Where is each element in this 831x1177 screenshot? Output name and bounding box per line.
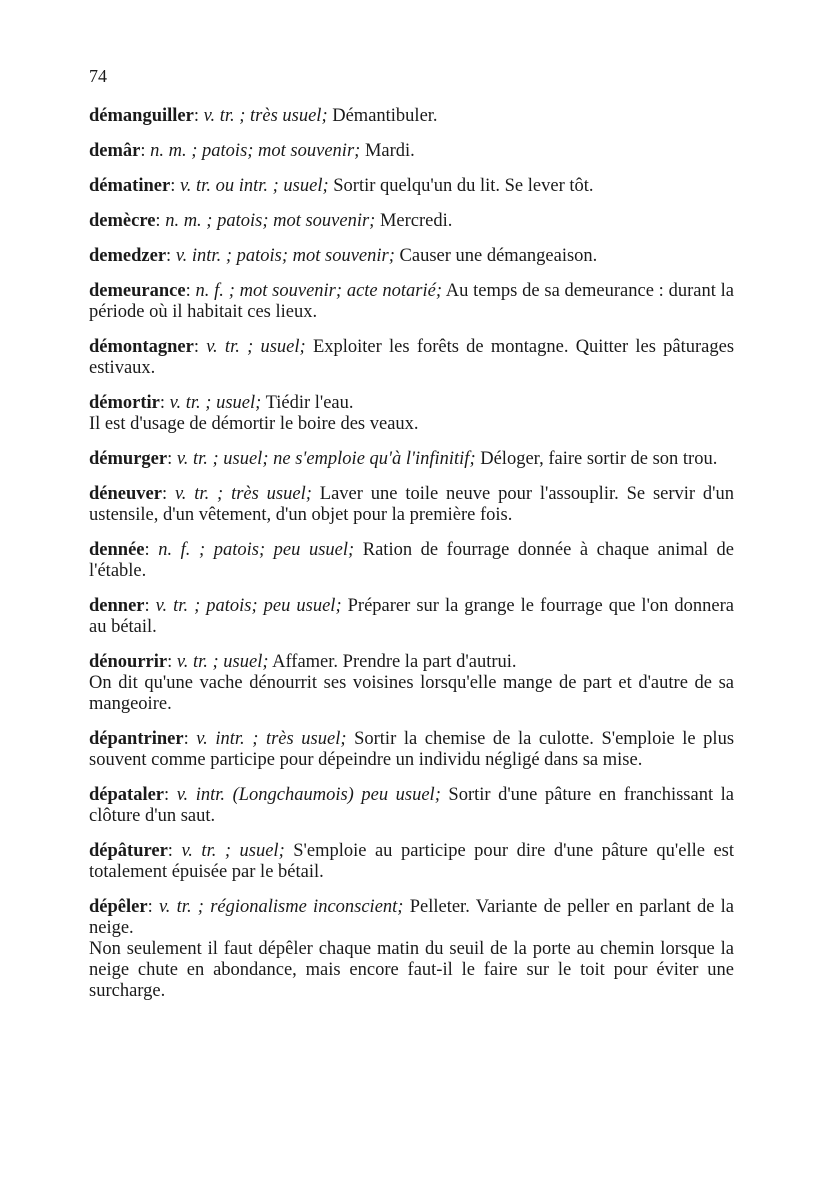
entry-separator: : [159,393,170,413]
entry-separator: : [193,106,204,126]
entry-definition-line [89,281,734,323]
entry-grammar-label: v. tr. ; usuel; ne s'emploie qu'à l'infinitif; [176,449,476,469]
entry-separator: : [193,337,207,357]
entry-headword: dématiner [89,176,171,196]
entry-separator: : [140,141,151,161]
entry-headword: démortir [89,393,160,413]
entry-definition: Causer une démangeaison. [394,246,598,266]
dictionary-entry [89,841,734,883]
entry-separator: : [183,729,197,749]
dictionary-entry [89,106,734,127]
entry-separator: : [164,785,177,805]
entry-headword: demedzer [89,246,167,266]
entry-definition-line [89,540,734,582]
entry-headword: dénourrir [89,652,168,672]
dictionary-entry [89,246,734,267]
entry-grammar-label: n. f. ; patois; peu usuel; [158,540,355,560]
entry-headword: démurger [89,449,168,469]
dictionary-entry [89,176,734,197]
entry-headword: démontagner [89,337,194,357]
entry-definition: Sortir quelqu'un du lit. Se lever tôt. [328,176,594,196]
entry-definition-line [89,785,734,827]
entry-example: On dit qu'une vache dénourrit ses voisines lorsqu'elle mange de part et d'autre de sa mangeoire. [89,673,734,714]
entry-definition: Affamer. Prendre la part d'autrui. [268,652,517,672]
entry-separator: : [167,652,177,672]
entry-definition-line [89,176,734,197]
entry-definition-line [89,246,734,267]
entry-headword: dépêler [89,897,148,917]
dictionary-entry [89,652,734,715]
entry-headword: demècre [89,211,156,231]
dictionary-entry [89,785,734,827]
dictionary-entry [89,337,734,379]
dictionary-entry [89,897,734,1002]
entry-grammar-label: v. tr. ; régionalisme inconscient; [158,897,404,917]
entry-definition: Sortir d'une pâture en franchissant la clôture d'un saut. [89,785,734,826]
entry-headword: dennée [89,540,145,560]
entry-grammar-label: v. tr. ou intr. ; usuel; [179,176,329,196]
entry-definition: Pelleter. Variante de peller en parlant de la neige. [89,897,734,938]
entry-grammar-label: v. tr. ; patois; peu usuel; [155,596,342,616]
dictionary-entry [89,393,734,435]
entry-separator: : [166,246,176,266]
entry-definition-line [89,841,734,883]
page-number: 74 [89,66,107,86]
entry-definition: Mardi. [360,141,415,161]
dictionary-entry [89,141,734,162]
dictionary-entry [89,449,734,470]
entry-separator: : [170,176,180,196]
entry-grammar-label: n. m. ; patois; mot souvenir; [165,211,376,231]
entry-example: Il est d'usage de démortir le boire des veaux. [89,414,419,434]
entry-separator: : [167,449,177,469]
entry-grammar-label: v. tr. ; très usuel; [203,106,328,126]
entry-example: Non seulement il faut dépêler chaque matin du seuil de la porte au chemin lorsque la neige chute en abondance, mais encore faut-il le faire sur le toit pour éviter une surcharge. [89,939,734,1001]
entry-separator: : [147,897,159,917]
entry-definition: Préparer sur la grange le fourrage que l'on donnera au bétail. [89,596,735,637]
entry-definition: Tiédir l'eau. [261,393,354,413]
entry-grammar-label: n. f. ; mot souvenir; acte notarié; [195,281,443,301]
entry-definition-line [89,596,734,638]
entry-separator: : [185,281,196,301]
entry-definition-line [89,211,734,232]
entry-separator: : [144,540,159,560]
entry-definition: Ration de fourrage donnée à chaque animal de l'étable. [89,540,734,581]
dictionary-entry [89,484,734,526]
entry-definition-line [89,393,734,414]
entry-separator: : [167,841,182,861]
entry-grammar-label: v. tr. ; usuel; [176,652,269,672]
entry-definition: Au temps de sa demeurance : durant la période où il habitait ces lieux. [89,281,734,322]
entry-definition-line [89,141,734,162]
entry-grammar-label: n. m. ; patois; mot souvenir; [150,141,361,161]
entry-definition: Exploiter les forêts de montagne. Quitter les pâturages estivaux. [89,337,735,378]
dictionary-entry [89,211,734,232]
entry-headword: déneuver [89,484,162,504]
entry-grammar-label: v. intr. ; patois; mot souvenir; [175,246,395,266]
dictionary-entry [89,281,734,323]
entry-separator: : [144,596,156,616]
dictionary-entry [89,729,734,771]
entry-definition: Mercredi. [375,211,453,231]
dictionary-entries [89,106,734,1016]
entry-grammar-label: v. intr. ; très usuel; [196,729,347,749]
entry-definition-line [89,106,734,127]
dictionary-entry [89,540,734,582]
entry-definition: Sortir la chemise de la culotte. S'emploie le plus souvent comme participe pour dépeindre un individu négligé dans sa mise. [89,729,735,770]
entry-headword: démanguiller [89,106,194,126]
entry-definition: S'emploie au participe pour dire d'une pâture qu'elle est totalement épuisée par le bétail. [89,841,734,882]
dictionary-entry [89,596,734,638]
entry-grammar-label: v. tr. ; usuel; [181,841,285,861]
entry-separator: : [155,211,166,231]
entry-grammar-label: v. tr. ; très usuel; [174,484,312,504]
entry-headword: dépâturer [89,841,168,861]
entry-definition-line [89,484,734,526]
entry-grammar-label: v. intr. (Longchaumois) peu usuel; [176,785,441,805]
entry-definition-line [89,897,734,939]
entry-headword: demeurance [89,281,186,301]
entry-grammar-label: v. tr. ; usuel; [206,337,306,357]
entry-grammar-label: v. tr. ; usuel; [169,393,262,413]
entry-definition-line [89,337,734,379]
entry-separator: : [161,484,175,504]
entry-definition-line [89,449,734,470]
entry-definition-line [89,729,734,771]
entry-definition: Déloger, faire sortir de son trou. [475,449,718,469]
entry-headword: dépataler [89,785,165,805]
entry-headword: dépantriner [89,729,184,749]
entry-definition: Démantibuler. [327,106,438,126]
entry-headword: demâr [89,141,141,161]
entry-definition: Laver une toile neuve pour l'assouplir. Se servir d'un ustensile, d'un vêtement, d'un objet pour la première fois. [89,484,735,525]
entry-headword: denner [89,596,145,616]
entry-definition-line [89,652,734,673]
